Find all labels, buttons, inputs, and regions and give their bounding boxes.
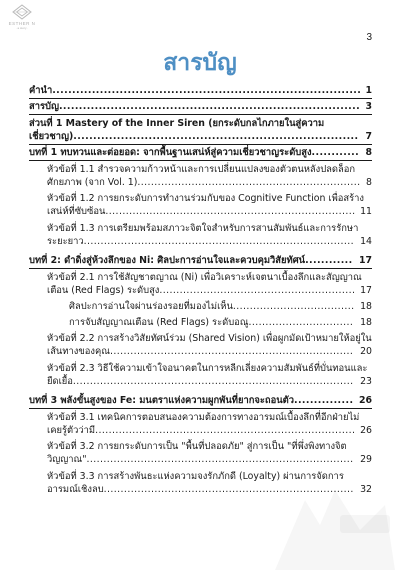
toc-entry[interactable]	[29, 315, 372, 331]
dot-leader: .............................................................................	[95, 424, 356, 436]
toc-entry-page: 1	[365, 84, 372, 96]
dot-leader: ....................................	[232, 300, 355, 312]
dot-leader: ...............	[293, 395, 354, 406]
toc-entry[interactable]	[29, 360, 372, 390]
brand-name: ESTHER N	[8, 21, 36, 26]
toc-entry-page: 32	[360, 483, 372, 495]
toc-entry[interactable]	[29, 331, 372, 361]
toc-entry-title: การจับสัญญาณเตือน (Red Flags) ระดับอณู	[69, 316, 249, 328]
dot-leader: ...................................................................................	[72, 375, 354, 387]
toc-entry[interactable]	[29, 99, 372, 116]
toc-entry-title: หัวข้อที่ 2.1 การใช้สัญชาตญาณ (Ni) เพื่อวิเคราะห์เจตนาเบื้องลึกและสัญญาณเตือน (Red Flags) ระดับสูง	[47, 271, 362, 296]
toc-entry-title: หัวข้อที่ 1.3 การเตรียมพร้อมสภาวะจิตใจสำหรับการสานสัมพันธ์และการรักษาระยะยาว	[47, 222, 359, 247]
toc-entry-title: ศิลปะการอ่านใจผ่านร่องรอยที่มองไม่เห็น	[69, 300, 233, 312]
toc-entry-title: สารบัญ	[29, 101, 59, 112]
dot-leader: ................................................................................	[83, 235, 355, 247]
page-title: สารบัญ	[163, 50, 237, 76]
dot-leader: ........................................................................	[109, 346, 354, 357]
toc-entry-title: ส่วนที่ 1 Mastery of the Inner Siren (ยกระดับกลไกภายในสู่ความเชี่ยวชาญ)	[29, 117, 325, 142]
toc-entry-title: บทที่ 1 ทบทวนและต่อยอด: จากพื้นฐานเสน่ห์สู่ความเชี่ยวชาญระดับสูง	[29, 147, 312, 158]
toc-entry-page: 11	[360, 206, 372, 217]
page-number: 3	[366, 32, 372, 43]
toc-entry-page: 29	[360, 454, 372, 465]
dot-leader: ............	[305, 255, 353, 266]
toc-entry-page: 14	[360, 235, 372, 247]
dot-leader: ...............................	[248, 316, 354, 328]
toc-entry-title: หัวข้อที่ 2.3 วิธีใช้ความเข้าใจอนาคตในการหลีกเลี่ยงความสัมพันธ์ที่บั่นทอนและยืดเยื้อ	[47, 362, 368, 387]
toc-entry-page: 26	[358, 395, 372, 406]
toc-entry[interactable]	[29, 439, 372, 469]
dot-leader: ..................................................................	[137, 176, 361, 188]
dot-leader: ........................................................................	[73, 130, 359, 142]
toc-entry-title: หัวข้อที่ 1.1 สำรวจความก้าวหน้าและการเปลี่ยนแปลงของตัวตนหลังปลดล็อกศักยภาพ (จาก Vol. 1)	[47, 163, 356, 188]
toc-entry[interactable]	[29, 253, 372, 270]
toc-entry-page: 8	[365, 147, 372, 158]
toc-entry-title: หัวข้อที่ 3.1 เทคนิคการตอบสนองความต้องการทางอารมณ์เบื้องลึกที่อีกฝ่ายไม่เคยรู้ตัวว่ามี	[47, 411, 360, 436]
toc-entry[interactable]	[29, 393, 372, 410]
toc-entry-page: 3	[365, 101, 372, 112]
dot-leader: ..........................................................................	[105, 206, 356, 217]
toc-entry-page: 26	[360, 424, 372, 436]
toc-entry[interactable]	[29, 269, 372, 299]
toc-entry-page: 7	[365, 130, 372, 142]
dot-leader: ..........................................................................	[103, 483, 354, 495]
dot-leader: ............................................................................	[58, 101, 361, 112]
toc-entry[interactable]	[29, 220, 372, 250]
toc-entry[interactable]	[29, 145, 372, 162]
toc-entry-page: 17	[360, 284, 372, 296]
toc-entry-page: 18	[360, 300, 372, 312]
diamond-logo-icon	[11, 4, 33, 20]
toc-entry[interactable]	[29, 299, 372, 315]
toc-entry-title: บทที่ 3 พลังขั้นสูงของ Fe: มนตราแห่งความผูกพันที่ยากจะถอนตัว	[29, 395, 294, 406]
toc-entry-title: บทที่ 2: ดำดิ่งสู่ห้วงลึกของ Ni: ศิลปะการอ่านใจและควบคุมวิสัยทัศน์	[29, 255, 306, 266]
toc-entry[interactable]	[29, 115, 372, 145]
toc-entry[interactable]	[29, 82, 372, 99]
toc-entry-title: หัวข้อที่ 3.2 การยกระดับการเป็น "พื้นที่ปลอดภัย" สู่การเป็น "ที่พึ่งพิงทางจิตวิญญาณ"	[47, 441, 347, 465]
toc-entry-page: 8	[366, 176, 372, 188]
toc-entry-title: หัวข้อที่ 1.2 การยกระดับการทำงานร่วมกับของ Cognitive Function เพื่อสร้างเสน่ห์ที่ซับซ้อน	[47, 193, 364, 217]
toc-entry[interactable]	[29, 468, 372, 498]
toc-entry[interactable]	[29, 161, 372, 191]
toc-entry-title: หัวข้อที่ 3.3 การสร้างพันธะแห่งความจงรักภักดี (Loyalty) ผ่านการจัดการอารมณ์เชิงลบ	[47, 470, 344, 495]
brand-tagline: · a story ·	[15, 26, 29, 30]
brand-logo	[6, 4, 38, 30]
toc-entry-title: คำนำ	[29, 84, 53, 96]
toc-entry[interactable]	[29, 191, 372, 221]
toc-entry[interactable]	[29, 409, 372, 439]
toc-entry-page: 17	[358, 255, 372, 266]
toc-entry-title: หัวข้อที่ 2.2 การสร้างวิสัยทัศน์ร่วม (Shared Vision) เพื่อผูกมัดเป้าหมายให้อยู่ในเส้นทางของคุณ	[47, 333, 372, 357]
dot-leader: ...............................................................................	[86, 454, 354, 465]
toc-entry-page: 20	[360, 346, 372, 357]
table-of-contents	[29, 82, 372, 498]
dot-leader: ..............................................................................	[52, 84, 362, 96]
toc-entry-page: 18	[360, 316, 372, 328]
toc-entry-page: 23	[360, 375, 372, 387]
dot-leader: ............	[311, 147, 360, 158]
dot-leader: ..........................................................	[159, 284, 356, 296]
